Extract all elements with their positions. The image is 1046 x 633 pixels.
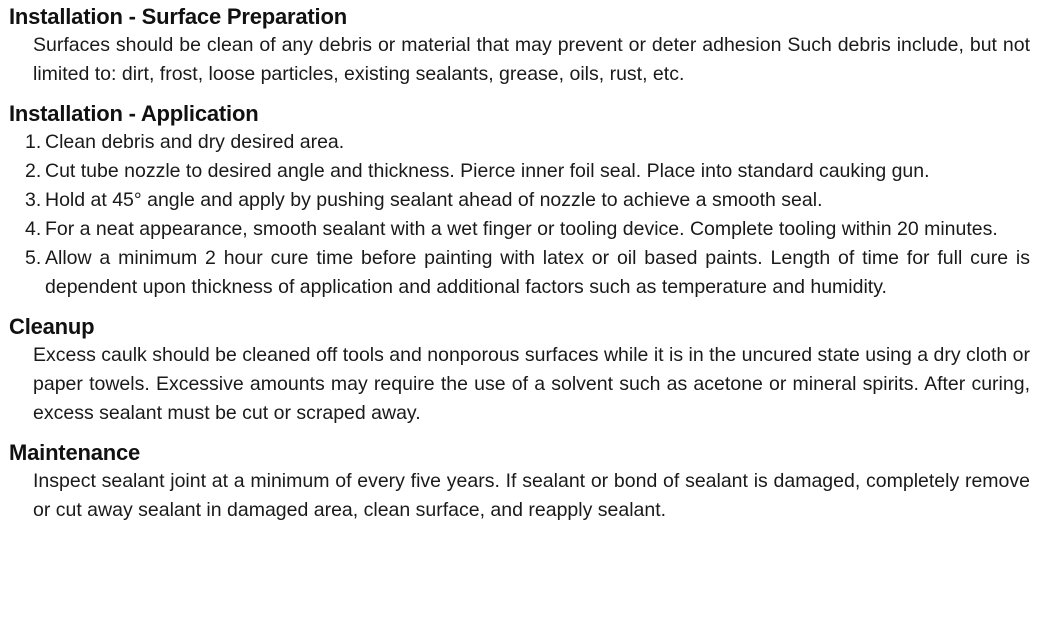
section-heading: Installation - Application — [9, 101, 259, 126]
step-text: Allow a minimum 2 hour cure time before painting with latex or oil based paints. Length of time for full cure is dependent upon thickness of application and additional factors such as temperature and humidity. — [45, 247, 1030, 298]
step-number: 4. — [25, 218, 42, 240]
list-item — [25, 186, 1030, 215]
list-item — [25, 128, 1030, 157]
list-item — [25, 244, 1030, 302]
step-number: 3. — [25, 189, 42, 211]
section-application — [9, 100, 1030, 302]
application-steps-list — [9, 128, 1030, 302]
step-number: 2. — [25, 160, 42, 182]
step-number: 1. — [25, 131, 42, 153]
section-paragraph: Inspect sealant joint at a minimum of every five years. If sealant or bond of sealant is damaged, completely remove or cut away sealant in damaged area, clean surface, and reapply sealant. — [33, 470, 1030, 521]
step-number: 5. — [25, 247, 42, 269]
step-text: Clean debris and dry desired area. — [45, 131, 345, 153]
section-paragraph: Excess caulk should be cleaned off tools and nonporous surfaces while it is in the uncured state using a dry cloth or paper towels. Excessive amounts may require the use of a solvent such as acetone or mineral spirits. After curing, excess sealant must be cut or scraped away. — [33, 344, 1030, 424]
list-item — [25, 215, 1030, 244]
step-text: Cut tube nozzle to desired angle and thickness. Pierce inner foil seal. Place into standard cauking gun. — [45, 160, 930, 182]
section-surface-preparation — [9, 3, 1030, 89]
section-heading: Installation - Surface Preparation — [9, 4, 347, 29]
step-text: For a neat appearance, smooth sealant with a wet finger or tooling device. Complete tooling within 20 minutes. — [45, 218, 998, 240]
list-item — [25, 157, 1030, 186]
section-heading: Cleanup — [9, 314, 95, 339]
section-heading: Maintenance — [9, 440, 141, 465]
section-cleanup — [9, 313, 1030, 428]
section-paragraph: Surfaces should be clean of any debris or material that may prevent or deter adhesion Such debris include, but not limited to: dirt, frost, loose particles, existing sealants, grease, oils, rust, etc. — [33, 34, 1030, 85]
step-text: Hold at 45° angle and apply by pushing sealant ahead of nozzle to achieve a smooth seal. — [45, 189, 823, 211]
section-maintenance — [9, 439, 1030, 525]
